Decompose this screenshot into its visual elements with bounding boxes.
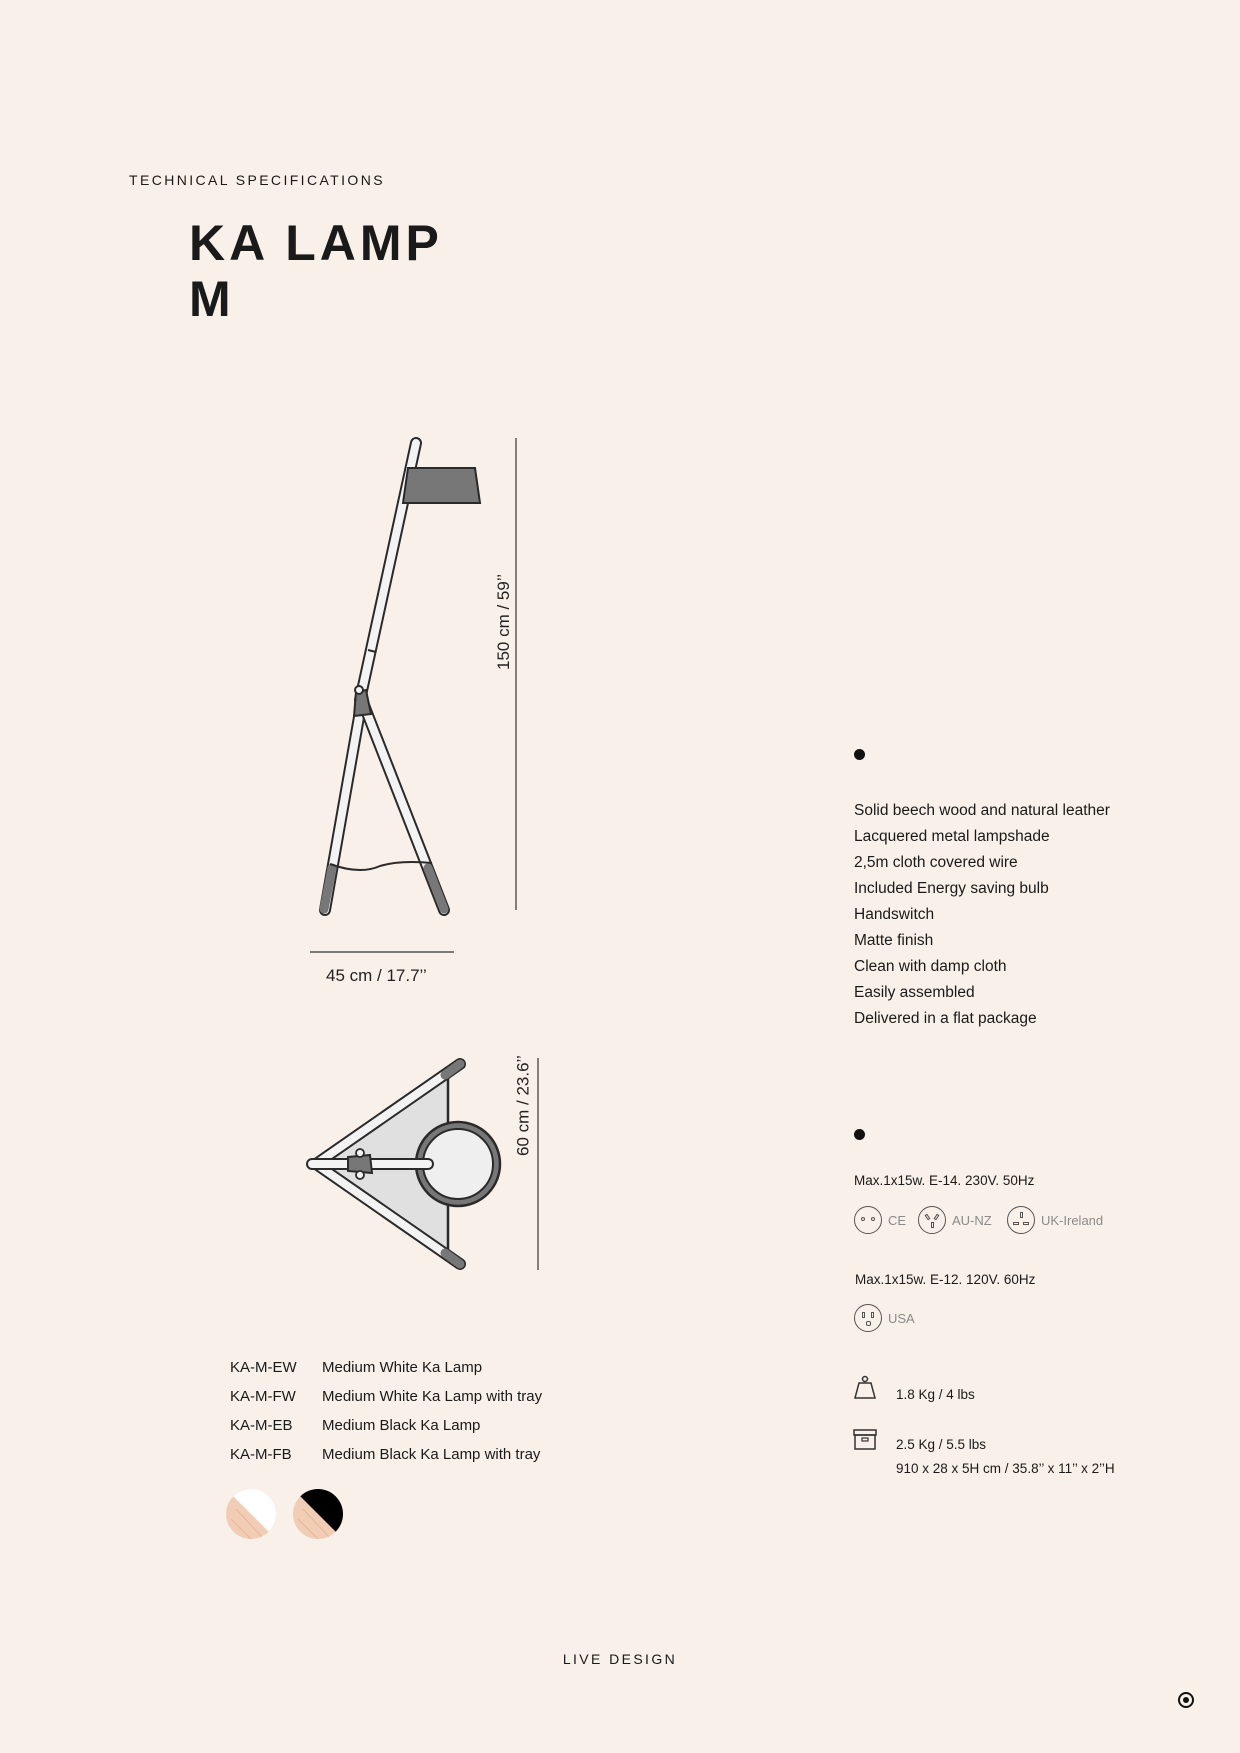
table-row — [230, 1440, 542, 1469]
page-title — [189, 215, 443, 327]
swatch-white-beech — [226, 1489, 276, 1539]
plug-uk-ireland-icon — [1007, 1206, 1035, 1234]
model-code-table — [230, 1353, 542, 1469]
table-row — [230, 1382, 542, 1411]
footer-brand: LIVE DESIGN — [562, 1651, 678, 1667]
title-line-2: M — [189, 271, 235, 327]
plug-au-nz-icon — [918, 1206, 946, 1234]
model-name: Medium Black Ka Lamp — [322, 1417, 481, 1434]
plug-usa-icon — [854, 1304, 882, 1332]
feature-item: Handswitch — [854, 906, 935, 923]
feature-item: Matte finish — [854, 932, 934, 949]
plug-uk-ireland-label: UK-Ireland — [1041, 1212, 1104, 1228]
model-name: Medium White Ka Lamp with tray — [322, 1388, 543, 1405]
lamp-side-view-drawing — [300, 430, 560, 970]
features-bullet — [854, 749, 865, 760]
model-name: Medium White Ka Lamp — [322, 1359, 483, 1376]
plug-ce-label: CE — [888, 1212, 907, 1228]
table-row — [230, 1353, 542, 1382]
feature-item: Clean with damp cloth — [854, 958, 1007, 975]
feature-item: Delivered in a flat package — [854, 1010, 1037, 1027]
plug-usa-label: USA — [888, 1310, 915, 1326]
plug-uk-ireland — [1007, 1206, 1103, 1234]
feature-item: Included Energy saving bulb — [854, 880, 1049, 897]
model-code: KA-M-EB — [230, 1417, 293, 1434]
net-weight: 1.8 Kg / 4 lbs — [896, 1387, 975, 1402]
title-line-1: KA LAMP — [189, 215, 443, 271]
depth-dimension-label: 60 cm / 23.6’’ — [513, 1055, 533, 1156]
electrical-spec-eu: Max.1x15w. E-14. 230V. 50Hz — [854, 1173, 1035, 1188]
plug-au-nz — [918, 1206, 992, 1234]
swatch-black-beech — [293, 1489, 343, 1539]
feature-item: Solid beech wood and natural leather — [854, 802, 1110, 819]
model-name: Medium Black Ka Lamp with tray — [322, 1446, 541, 1463]
plug-au-nz-label: AU-NZ — [952, 1212, 992, 1228]
plug-usa — [854, 1304, 915, 1332]
package-size: 910 x 28 x 5H cm / 35.8’’ x 11’’ x 2’’H — [896, 1461, 1115, 1476]
height-dimension-label: 150 cm / 59’’ — [493, 573, 513, 670]
target-icon — [1178, 1692, 1194, 1708]
feature-item: 2,5m cloth covered wire — [854, 854, 1018, 871]
features-list — [854, 798, 1110, 1032]
feature-item: Lacquered metal lampshade — [854, 828, 1050, 845]
table-row — [230, 1411, 542, 1440]
eyebrow-label: TECHNICAL SPECIFICATIONS — [129, 172, 385, 188]
electrical-spec-us: Max.1x15w. E-12. 120V. 60Hz — [855, 1272, 1036, 1287]
package-weight: 2.5 Kg / 5.5 lbs — [896, 1437, 987, 1452]
electrical-bullet — [854, 1129, 865, 1140]
width-dimension-label: 45 cm / 17.7’’ — [326, 966, 427, 985]
plug-ce-icon — [854, 1206, 882, 1234]
model-code: KA-M-EW — [230, 1359, 297, 1376]
plug-ce — [854, 1206, 906, 1234]
weight-icon — [853, 1375, 877, 1401]
feature-item: Easily assembled — [854, 984, 975, 1001]
package-box-icon — [853, 1429, 877, 1451]
model-code: KA-M-FW — [230, 1388, 296, 1405]
model-code: KA-M-FB — [230, 1446, 292, 1463]
